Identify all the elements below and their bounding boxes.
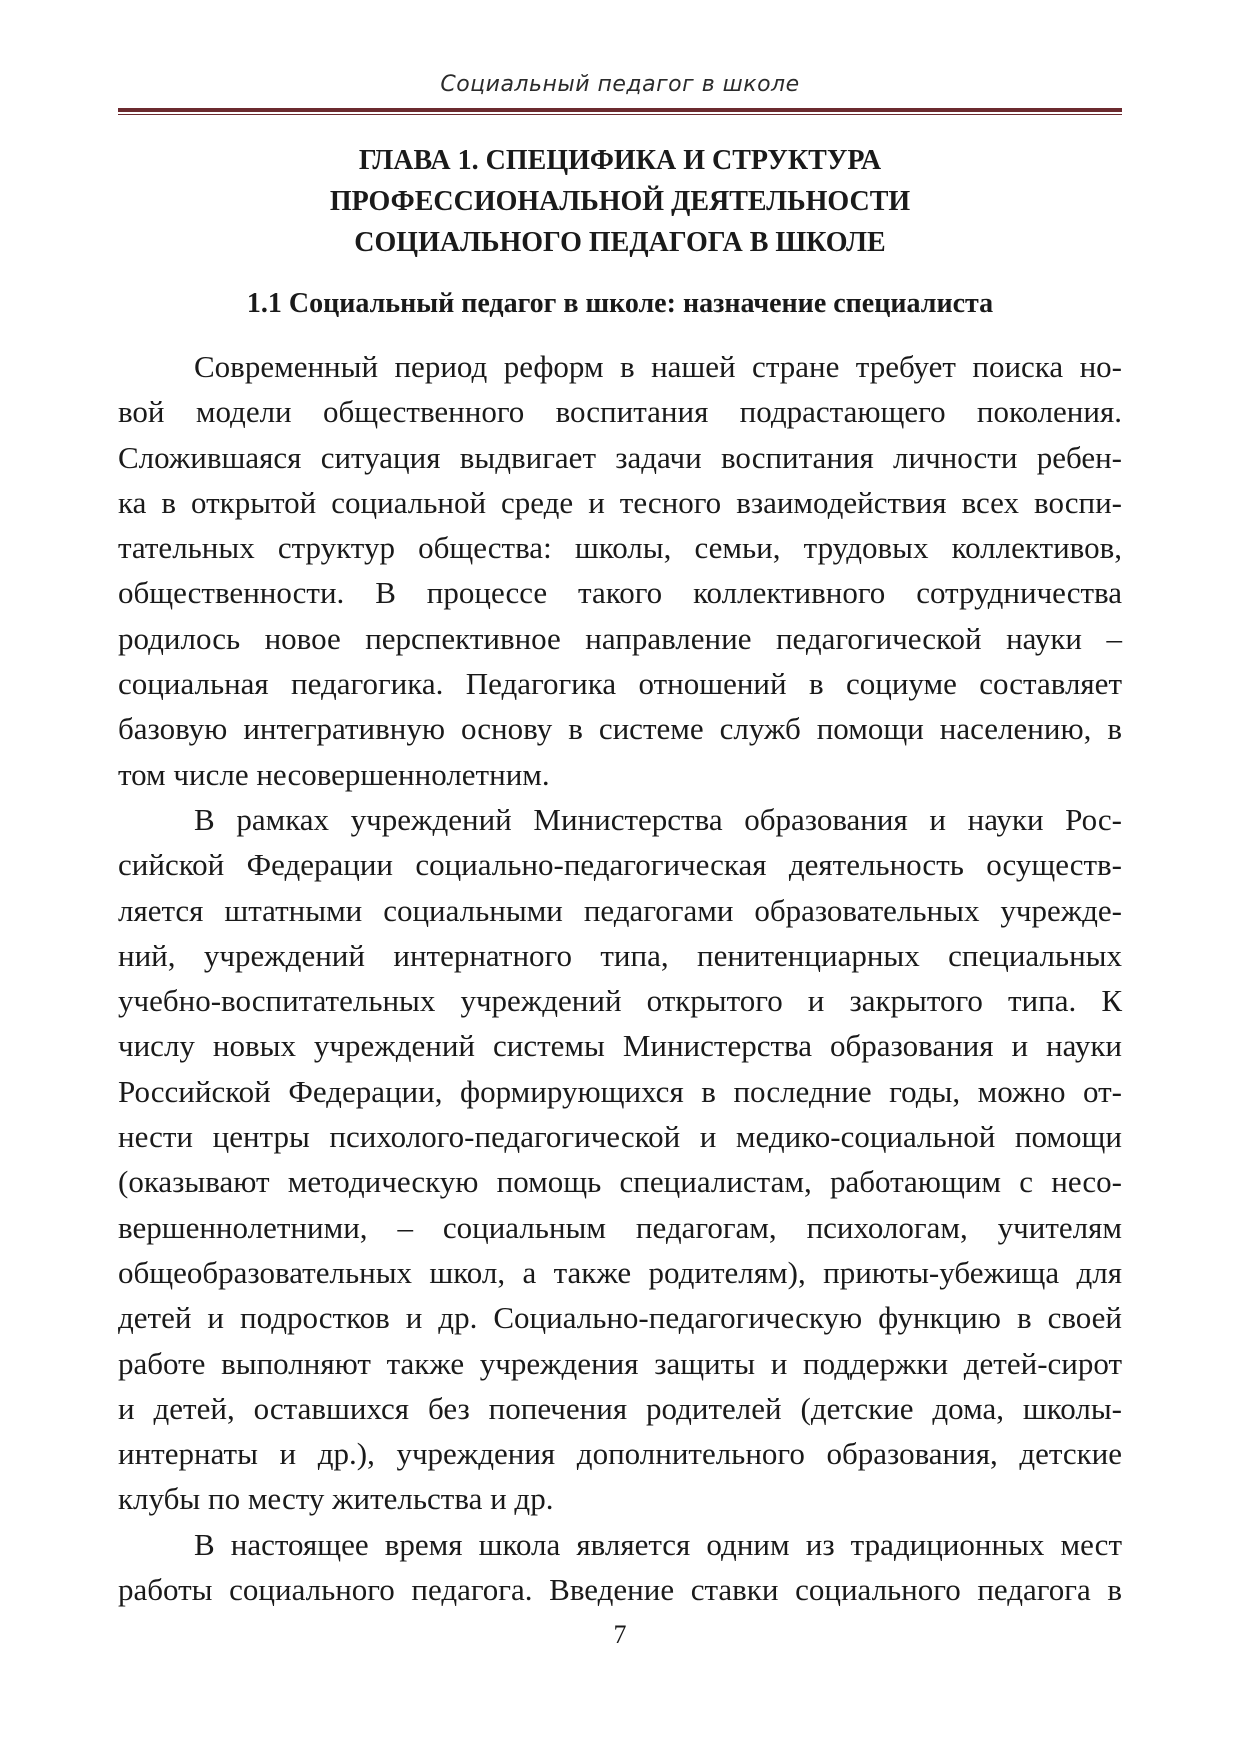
paragraph-line: родилось новое перспективное направление педагогической науки – [118, 620, 1122, 656]
running-header: Социальный педагог в школе [440, 72, 800, 97]
paragraph-line: ний, учреждений интернатного типа, пенитенциарных специальных [118, 937, 1122, 973]
paragraph-line: Сложившаяся ситуация выдвигает задачи воспитания личности ребен- [118, 439, 1122, 475]
paragraph-line: интернаты и др.), учреждения дополнительного образования, детские [118, 1436, 1122, 1472]
chapter-title-line: ПРОФЕССИОНАЛЬНОЙ ДЕЯТЕЛЬНОСТИ [329, 186, 911, 217]
chapter-title-line: ГЛАВА 1. СПЕЦИФИКА И СТРУКТУРА [358, 145, 882, 176]
chapter-title [118, 140, 1122, 263]
section-title: 1.1 Социальный педагог в школе: назначение специалиста [246, 288, 994, 319]
paragraph-line: Российской Федерации, формирующихся в последние годы, можно от- [118, 1073, 1122, 1109]
paragraph-line: социальная педагогика. Педагогика отношений в социуме составляет [118, 666, 1122, 702]
paragraph-line: Современный период реформ в нашей стране требует поиска но- [194, 349, 1122, 384]
paragraph-line: нести центры психолого-педагогической и медико-социальной помощи [118, 1119, 1122, 1155]
paragraph-line: работы социального педагога. Введение ставки социального педагога в [118, 1572, 1122, 1608]
header-rule-thin [118, 114, 1122, 115]
paragraph-line: и детей, оставшихся без попечения родителей (детские дома, школы- [118, 1390, 1122, 1426]
page-number: 7 [613, 1620, 627, 1649]
paragraph-line: работе выполняют также учреждения защиты и поддержки детей-сирот [118, 1345, 1122, 1381]
paragraph-line: общеобразовательных школ, а также родителям), приюты-убежища для [118, 1254, 1122, 1290]
paragraph-line: том числе несовершеннолетним. [118, 756, 550, 792]
paragraph-line: общественности. В процессе такого коллективного сотрудничества [118, 575, 1122, 611]
paragraph-line: базовую интегративную основу в системе служб помощи населению, в [118, 711, 1122, 747]
paragraph-line: ка в открытой социальной среде и тесного взаимодействия всех воспи- [118, 484, 1122, 520]
paragraph-line: числу новых учреждений системы Министерства образования и науки [118, 1028, 1122, 1064]
paragraph-line: клубы по месту жительства и др. [118, 1481, 554, 1517]
chapter-title-line: СОЦИАЛЬНОГО ПЕДАГОГА В ШКОЛЕ [354, 227, 886, 258]
header-rule [118, 108, 1122, 115]
paragraph-line: тательных структур общества: школы, семьи, трудовых коллективов, [118, 530, 1122, 566]
paragraph-line: учебно-воспитательных учреждений открытого и закрытого типа. К [118, 983, 1122, 1019]
body-text [118, 344, 1122, 1612]
paragraph-line: (оказывают методическую помощь специалистам, работающим с несо- [118, 1164, 1122, 1200]
paragraph-line: вершеннолетними, – социальным педагогам, психологам, учителям [118, 1209, 1122, 1245]
paragraph-line: В настоящее время школа является одним из традиционных мест [194, 1526, 1122, 1562]
paragraph-line: вой модели общественного воспитания подрастающего поколения. [118, 394, 1122, 430]
paragraph-line: сийской Федерации социально-педагогическая деятельность осуществ- [118, 847, 1122, 883]
paragraph-line: В рамках учреждений Министерства образования и науки Рос- [194, 801, 1122, 837]
paragraph-line: ляется штатными социальными педагогами образовательных учрежде- [118, 892, 1122, 928]
header-rule-thick [118, 108, 1122, 112]
paragraph-line: детей и подростков и др. Социально-педагогическую функцию в своей [118, 1300, 1122, 1336]
